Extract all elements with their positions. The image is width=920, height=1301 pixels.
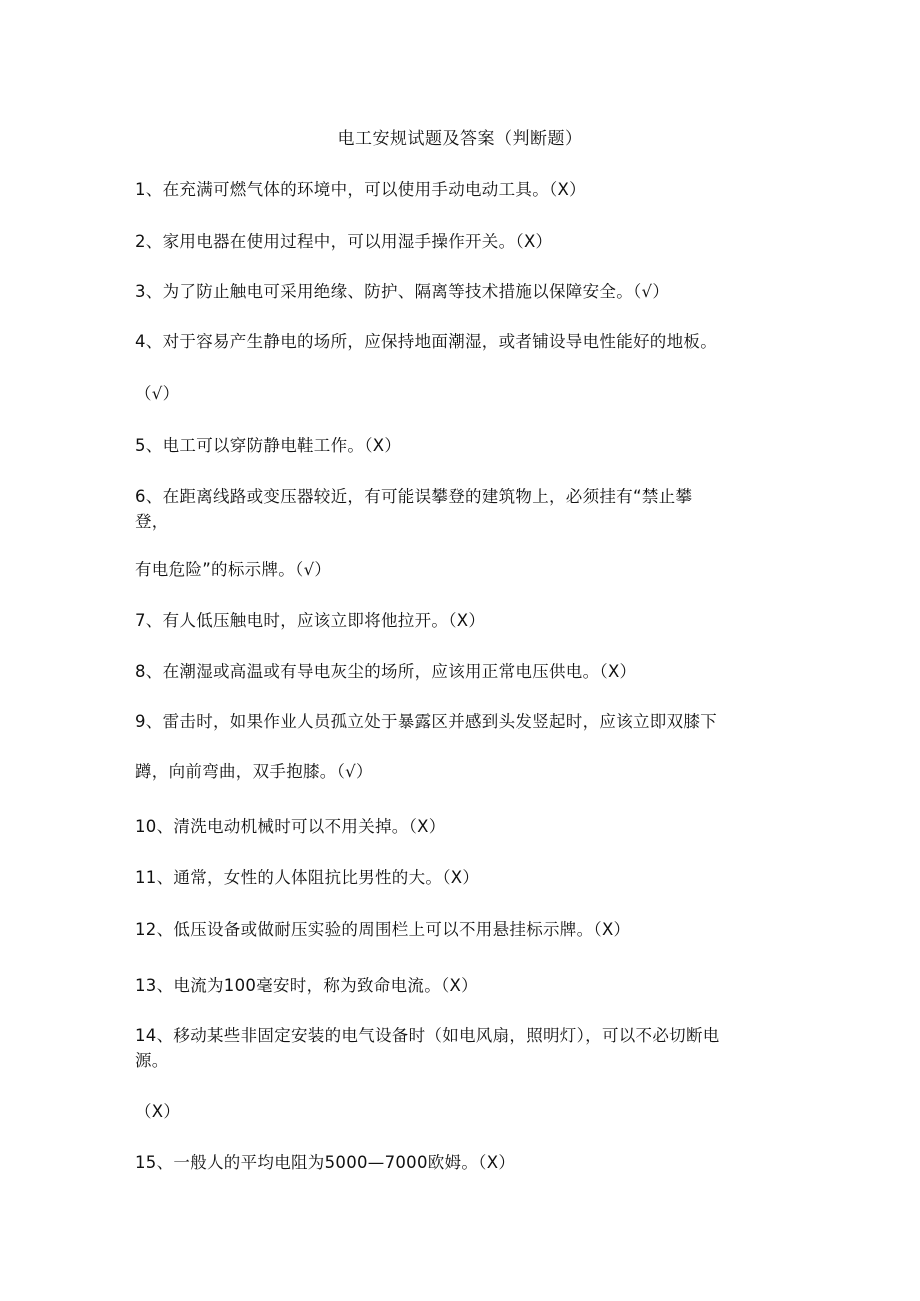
question-1: 1、在充满可燃气体的环境中，可以使用手动电动工具。（X） xyxy=(135,180,586,199)
question-3: 3、为了防止触电可采用绝缘、防护、隔离等技术措施以保障安全。（√） xyxy=(135,282,670,301)
question-12: 12、低压设备或做耐压实验的周围栏上可以不用悬挂标示牌。（X） xyxy=(135,920,631,939)
question-14-line-2: 源。 xyxy=(135,1051,169,1070)
question-6-line-2: 登， xyxy=(135,512,169,531)
document-title: 电工安规试题及答案（判断题） xyxy=(337,129,583,149)
question-13: 13、电流为100毫安时，称为致命电流。（X） xyxy=(135,976,478,995)
question-8: 8、在潮湿或高温或有导电灰尘的场所，应该用正常电压供电。（X） xyxy=(135,662,637,681)
question-5: 5、电工可以穿防静电鞋工作。（X） xyxy=(135,436,402,455)
question-4-answer: （√） xyxy=(135,384,180,403)
question-14-line-1: 14、移动某些非固定安装的电气设备时（如电风扇，照明灯），可以不必切断电 xyxy=(135,1026,720,1045)
question-4-line-1: 4、对于容易产生静电的场所，应保持地面潮湿，或者铺设导电性能好的地板。 xyxy=(135,332,717,351)
question-9-line-2: 蹲，向前弯曲，双手抱膝。（√） xyxy=(135,762,373,781)
question-2: 2、家用电器在使用过程中，可以用湿手操作开关。（X） xyxy=(135,232,553,251)
question-11: 11、通常，女性的人体阻抗比男性的大。（X） xyxy=(135,868,480,887)
question-9-line-1: 9、雷击时，如果作业人员孤立处于暴露区并感到头发竖起时，应该立即双膝下 xyxy=(135,712,717,731)
question-7: 7、有人低压触电时，应该立即将他拉开。（X） xyxy=(135,611,486,630)
question-14-answer: （X） xyxy=(135,1102,181,1121)
question-10: 10、清洗电动机械时可以不用关掉。（X） xyxy=(135,817,446,836)
question-6-line-1: 6、在距离线路或变压器较近，有可能误攀登的建筑物上，必须挂有“禁止攀 xyxy=(135,487,693,506)
question-15: 15、一般人的平均电阻为5000—7000欧姆。（X） xyxy=(135,1153,516,1172)
question-6-line-3: 有电危险”的标示牌。（√） xyxy=(135,560,332,579)
